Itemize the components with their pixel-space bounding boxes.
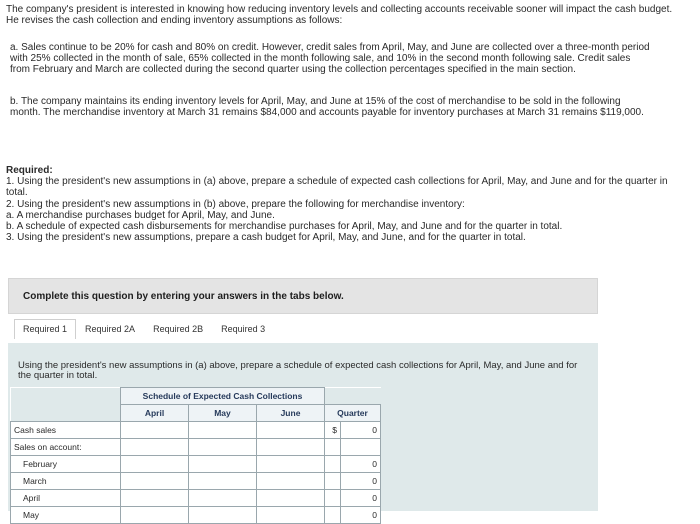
quarter-total: 0: [341, 422, 381, 439]
required-item-2: 2. Using the president's new assumptions in (b) above, prepare the following for merchandise inventory:: [6, 199, 465, 210]
tab-required-3[interactable]: Required 3: [212, 319, 274, 339]
quarter-total: 0: [341, 456, 381, 473]
column-header-april: April: [121, 405, 189, 422]
table-row: [11, 507, 381, 524]
tab-required-1[interactable]: Required 1: [14, 319, 76, 339]
column-header-quarter: Quarter: [325, 405, 381, 422]
row-label: February: [11, 456, 121, 473]
input-cell-may[interactable]: [189, 473, 257, 490]
currency-symbol: $: [325, 422, 341, 439]
required-item-2b: b. A schedule of expected cash disbursements for merchandise purchases for April, May, and June and for the quarter in total.: [6, 221, 563, 232]
column-header-june: June: [257, 405, 325, 422]
input-cell-june[interactable]: [257, 422, 325, 439]
input-cell-june[interactable]: [257, 507, 325, 524]
input-cell-june[interactable]: [257, 473, 325, 490]
table-row: [11, 473, 381, 490]
input-cell-june[interactable]: [257, 456, 325, 473]
column-header-may: May: [189, 405, 257, 422]
table-row: [11, 422, 381, 439]
row-label: Sales on account:: [11, 439, 121, 456]
quarter-total: 0: [341, 490, 381, 507]
row-label: Cash sales: [11, 422, 121, 439]
input-cell-april[interactable]: [121, 456, 189, 473]
required-item-3: 3. Using the president's new assumptions, prepare a cash budget for April, May, and June, and for the quarter in total.: [6, 232, 526, 243]
required-heading: Required:: [6, 165, 53, 176]
instruction-banner: [8, 278, 598, 314]
input-cell-april[interactable]: [121, 473, 189, 490]
table-row: [11, 490, 381, 507]
cash-collections-schedule: [10, 387, 381, 524]
required-item-2a: a. A merchandise purchases budget for April, May, and June.: [6, 210, 275, 221]
table-row: [11, 439, 381, 456]
assumption-a: a. Sales continue to be 20% for cash and 80% on credit. However, credit sales from April, May, and June are collected over a three-month period with 25% collected in the month of sale, 65% collected in the month following sale, and 10% in the second month following sale. Credit sales from February and March are collected during the second quarter using the collection percentages specified in the main section.: [10, 42, 650, 75]
row-label: March: [11, 473, 121, 490]
assumption-b: b. The company maintains its ending inventory levels for April, May, and June at 15% of the cost of merchandise to be sold in the following month. The merchandise inventory at March 31 remains $84,000 and accounts payable for inventory purchases at March 31 remains $119,000.: [10, 96, 644, 118]
quarter-total: 0: [341, 507, 381, 524]
tab-required-2b[interactable]: Required 2B: [144, 319, 212, 339]
input-cell-april[interactable]: [121, 490, 189, 507]
required-item-1: 1. Using the president's new assumptions in (a) above, prepare a schedule of expected cash collections for April, May, and June and for the quarter in total.: [6, 176, 668, 198]
input-cell-may[interactable]: [189, 490, 257, 507]
input-cell-may[interactable]: [189, 422, 257, 439]
input-cell-may[interactable]: [189, 507, 257, 524]
input-cell-june[interactable]: [257, 490, 325, 507]
intro-paragraph: The company's president is interested in knowing how reducing inventory levels and collecting accounts receivable sooner will impact the cash budget. He revises the cash collection and ending inventory assumptions as follows:: [6, 4, 673, 26]
banner-text: Complete this question by entering your answers in the tabs below.: [23, 291, 344, 302]
schedule-title: Schedule of Expected Cash Collections: [121, 388, 325, 405]
tab-required-2a[interactable]: Required 2A: [76, 319, 144, 339]
row-label: May: [11, 507, 121, 524]
panel-instructions: Using the president's new assumptions in (a) above, prepare a schedule of expected cash collections for April, May, and June and for the quarter in total.: [18, 360, 578, 381]
table-row: [11, 456, 381, 473]
input-cell-april[interactable]: [121, 422, 189, 439]
quarter-total: 0: [341, 473, 381, 490]
input-cell-april[interactable]: [121, 507, 189, 524]
row-label: April: [11, 490, 121, 507]
input-cell-may[interactable]: [189, 456, 257, 473]
tab-bar: [14, 319, 274, 339]
